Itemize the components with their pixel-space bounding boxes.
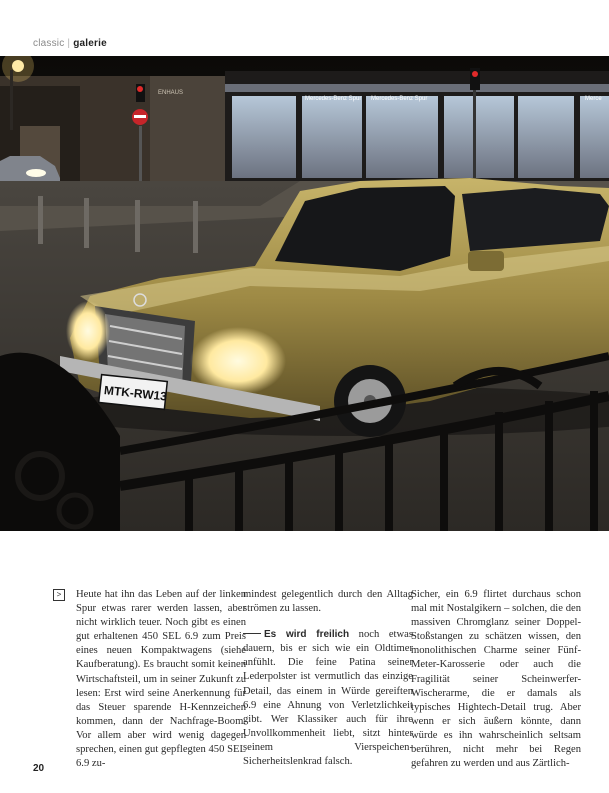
license-plate: MTK-RW13: [103, 383, 168, 404]
paragraph-with-lead-in: [243, 628, 413, 769]
paragraph: mindest gelegentlich durch den Alltag strömen zu lassen.: [243, 589, 413, 615]
page-number: 20: [33, 763, 45, 774]
store-sign-3: Merce: [585, 96, 602, 102]
header-separator: |: [67, 38, 71, 49]
store-sign-1: Mercedes-Benz Spur: [305, 96, 362, 102]
store-sign-0: ENHAUS: [158, 90, 184, 96]
lead-in-rule: [243, 633, 261, 634]
section-header: [33, 38, 107, 49]
lead-in-text: Es wird freilich: [264, 629, 350, 641]
store-sign-2: Mercedes-Benz Spur: [371, 96, 428, 102]
paragraph: Heute hat ihn das Leben auf der linken Spur etwas rarer werden lassen, aber nicht wirklich teuer. Noch gibt es einen gut erhaltenen 450 SEL 6.9 zum Preis eines neuen Kompaktwagens (siehe Kaufberatung). Es braucht somit keinen Wirtschaftsteil, um in seiner Zukunft zu lesen: Erst wird seine Anerkennung für das Steuer sparende H-Kennzeichen kommen, dann der Nachfrage-Boom. Vor allem aber wird wenig dagegen sprechen, einen gut gepflegten 450 SEL 6.9 zu-: [76, 589, 246, 770]
text-column-1: [76, 588, 246, 771]
text-column-2: [243, 588, 413, 769]
section-label: classic: [33, 38, 65, 49]
hero-photo: [0, 56, 609, 531]
category-label: galerie: [73, 38, 107, 49]
continuation-marker: >: [53, 589, 65, 601]
paragraph: Sicher, ein 6.9 flirtet durchaus schon mal mit Nostalgikern – solchen, die den massiven Chromglanz seiner Doppel-Stoßstangen zu schätzen wissen, den monolithischen Charme seiner Fünf-Meter-Karosserie oder auch die Fragilität seiner Scheinwerfer-Wischerarme, die er damals als typisches Hightech-Detail trug. Aber wenn er sich äußern könnte, dann würde es ihn wahrscheinlich seltsam berühren, nicht mehr bei Regen gefahren zu werden und aus Zärtlich-: [411, 589, 581, 770]
text-column-3: [411, 588, 581, 771]
paragraph-body: noch etwas dauern, bis er sich wie ein Oldtimer anfühlt. Die feine Patina seiner Lederpolster ist vermutlich das einzige Detail, das einem in Würde gereiften 6.9 eine Ahnung von Verletzlichkeit gibt. Wer Klassiker auch für ihre Unvollkommenheit liebt, sitzt hinter seinem Vierspeichen-Sicherheitslenkrad falsch.: [243, 629, 413, 768]
